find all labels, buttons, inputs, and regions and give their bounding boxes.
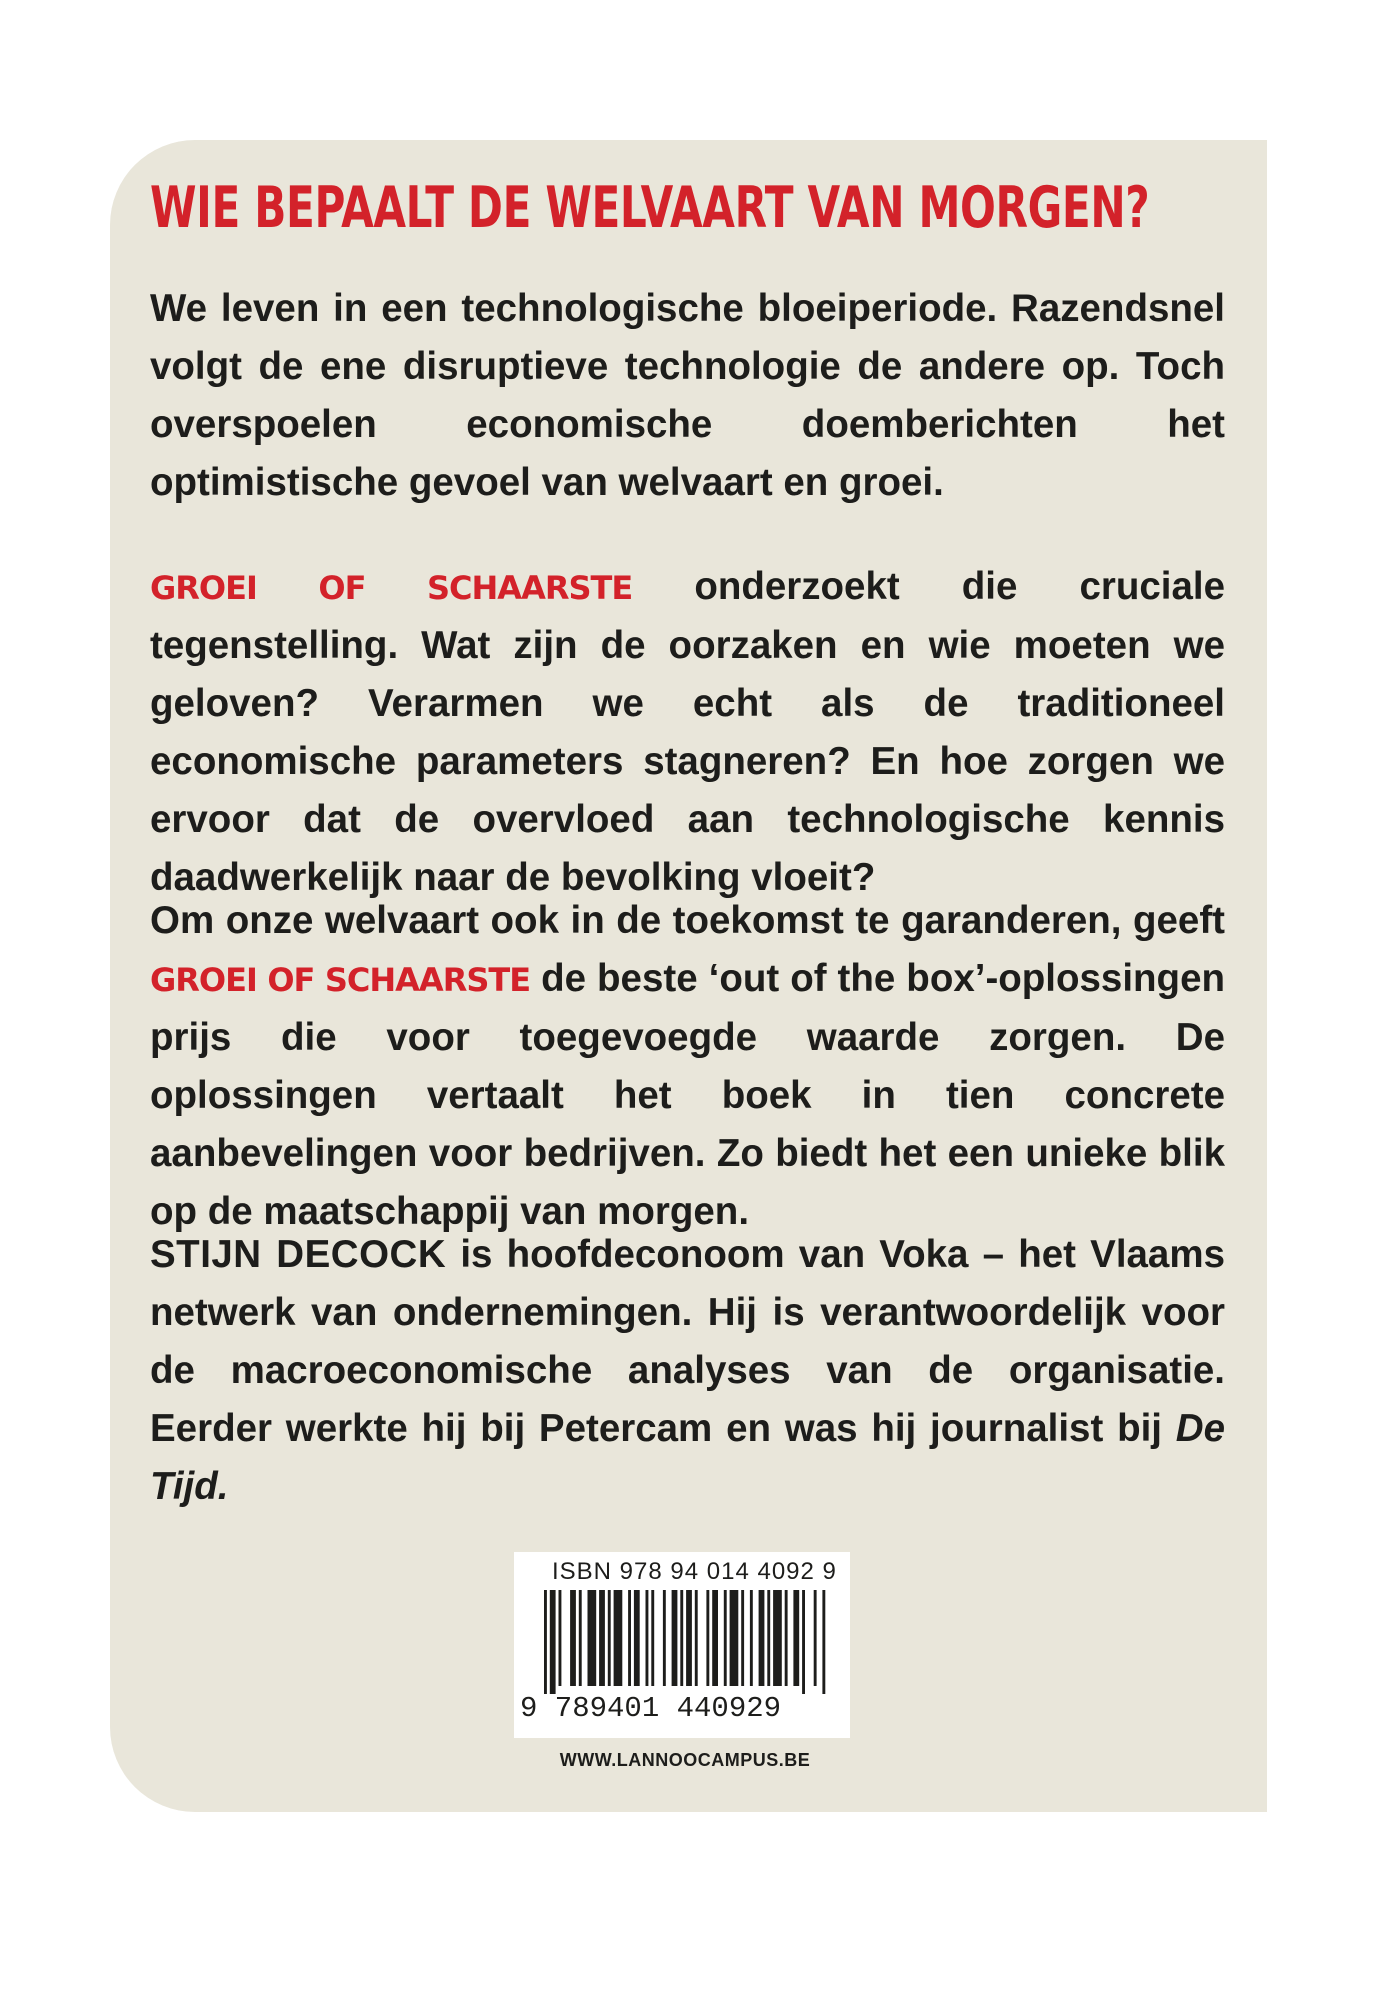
solutions-text-after: de beste ‘out of the box’-oplossingen prijs die voor toegevoegde waarde zorgen. De oplossingen vertaalt het boek in tien concrete aanbevelingen voor bedrijven. Zo biedt het een unieke blik op de maatschappij van morgen. [150,957,1225,1233]
barcode-bar [750,1590,753,1686]
barcode-bar [651,1590,654,1686]
headline: WIE BEPAALT DE WELVAART VAN MORGEN? [150,175,1150,241]
author-bio-text: is hoofdeconoom van Voka – het Vlaams netwerk van ondernemingen. Hij is verantwoordelijk voor de macroeconomische analyses van de organisatie. Eerder werkte hij bij Petercam en was hij journalist bij [150,1233,1225,1450]
barcode-bar [614,1590,623,1686]
barcode-bar [785,1590,788,1686]
isbn-label: ISBN 978 94 014 4092 9 [552,1558,837,1585]
barcode-bar [802,1590,805,1694]
barcode-bar [646,1590,649,1686]
publication-name: De Tijd. [150,1407,1226,1508]
barcode-bar [628,1590,631,1686]
author-bio-paragraph [150,1226,1225,1516]
barcode-bar [559,1590,562,1686]
barcode-bar [822,1590,825,1694]
book-title-inline: GROEI OF SCHAARSTE [150,569,633,607]
barcode-bar [695,1590,698,1686]
book-title-inline: GROEI OF SCHAARSTE [150,961,531,999]
barcode-bar [608,1590,611,1686]
barcode-bar [706,1590,709,1686]
barcode-bar [793,1590,799,1686]
barcode-bar [680,1590,683,1686]
barcode-bar [544,1590,547,1694]
barcode-bar [773,1590,782,1686]
solutions-text-before: Om onze welvaart ook in de toekomst te garanderen, geeft [150,899,1225,942]
barcode-bar [550,1590,556,1694]
barcode-bar [767,1590,770,1686]
barcode-bar [599,1590,605,1686]
isbn-barcode [514,1552,850,1738]
book-question-paragraph [150,558,1225,907]
publisher-website: WWW.LANNOOCAMPUS.BE [559,1750,811,1770]
barcode-bar [724,1590,727,1686]
author-name: STIJN DECOCK [150,1233,447,1276]
book-question-text: onderzoekt die cruciale tegenstelling. Wat zijn de oorzaken en wie moeten we geloven? Verarmen we echt als de traditioneel economische parameters stagneren? En hoe zorgen we ervoor dat de overvloed aan technologische kennis daadwerkelijk naar de bevolking vloeit? [150,565,1226,899]
barcode-bar [588,1590,597,1686]
intro-paragraph: We leven in een technologische bloeiperiode. Razendsnel volgt de ene disruptieve technologie de andere op. Toch overspoelen economische doemberichten het optimistische gevoel van welvaart en groei. [150,287,1225,504]
barcode-bar [570,1590,576,1686]
barcode-bar [814,1590,817,1686]
barcode-bars [536,1590,836,1694]
barcode-bar [634,1590,640,1686]
barcode-bar [672,1590,678,1686]
barcode-bar [712,1590,718,1686]
barcode-bar [663,1590,666,1686]
barcode-bar [759,1590,765,1686]
barcode-digits: 9 789401 440929 [520,1692,782,1725]
barcode-bar [730,1590,739,1686]
barcode-bar [741,1590,744,1686]
barcode-bar [686,1590,692,1686]
solutions-paragraph [150,892,1225,1241]
barcode-bar [579,1590,582,1686]
